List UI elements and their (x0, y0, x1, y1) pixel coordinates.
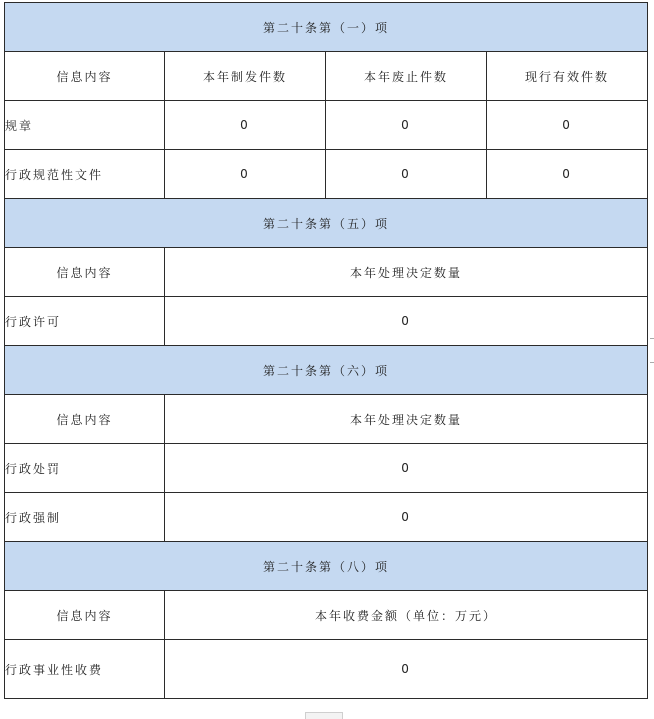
column-header-info: 信息内容 (5, 395, 165, 444)
row-label: 行政规范性文件 (5, 150, 165, 199)
table-row (5, 640, 648, 699)
column-header-row (5, 591, 648, 640)
cell-value: 0 (487, 101, 648, 150)
cell-value: 0 (165, 150, 326, 199)
table-row (5, 297, 648, 346)
row-label: 行政事业性收费 (5, 640, 165, 699)
column-header-issued: 本年制发件数 (165, 52, 326, 101)
section-title: 第二十条第（一）项 (5, 3, 648, 52)
cell-value: 0 (165, 640, 648, 699)
cell-value: 0 (326, 150, 487, 199)
section-header-row (5, 542, 648, 591)
section-header-row (5, 346, 648, 395)
cell-value: 0 (165, 101, 326, 150)
column-header-info: 信息内容 (5, 248, 165, 297)
column-header-info: 信息内容 (5, 52, 165, 101)
disclosure-table (4, 2, 648, 699)
cell-value: 0 (326, 101, 487, 150)
row-label: 行政许可 (5, 297, 165, 346)
section-title: 第二十条第（五）项 (5, 199, 648, 248)
column-header-count: 本年处理决定数量 (165, 395, 648, 444)
section-title: 第二十条第（八）项 (5, 542, 648, 591)
table-row (5, 150, 648, 199)
column-header-amount: 本年收费金额（单位：万元） (165, 591, 648, 640)
column-header-row (5, 395, 648, 444)
cell-value: 0 (165, 493, 648, 542)
column-header-row (5, 248, 648, 297)
section-header-row (5, 3, 648, 52)
column-header-count: 本年处理决定数量 (165, 248, 648, 297)
section-title: 第二十条第（六）项 (5, 346, 648, 395)
margin-marker (650, 338, 654, 339)
margin-marker (650, 362, 654, 363)
row-label: 行政处罚 (5, 444, 165, 493)
cell-value: 0 (487, 150, 648, 199)
table-row (5, 444, 648, 493)
section-header-row (5, 199, 648, 248)
column-header-row (5, 52, 648, 101)
table-row (5, 101, 648, 150)
row-label: 行政强制 (5, 493, 165, 542)
column-header-valid: 现行有效件数 (487, 52, 648, 101)
column-header-repealed: 本年废止件数 (326, 52, 487, 101)
column-header-info: 信息内容 (5, 591, 165, 640)
row-label: 规章 (5, 101, 165, 150)
table-row (5, 493, 648, 542)
cell-value: 0 (165, 444, 648, 493)
cell-value: 0 (165, 297, 648, 346)
